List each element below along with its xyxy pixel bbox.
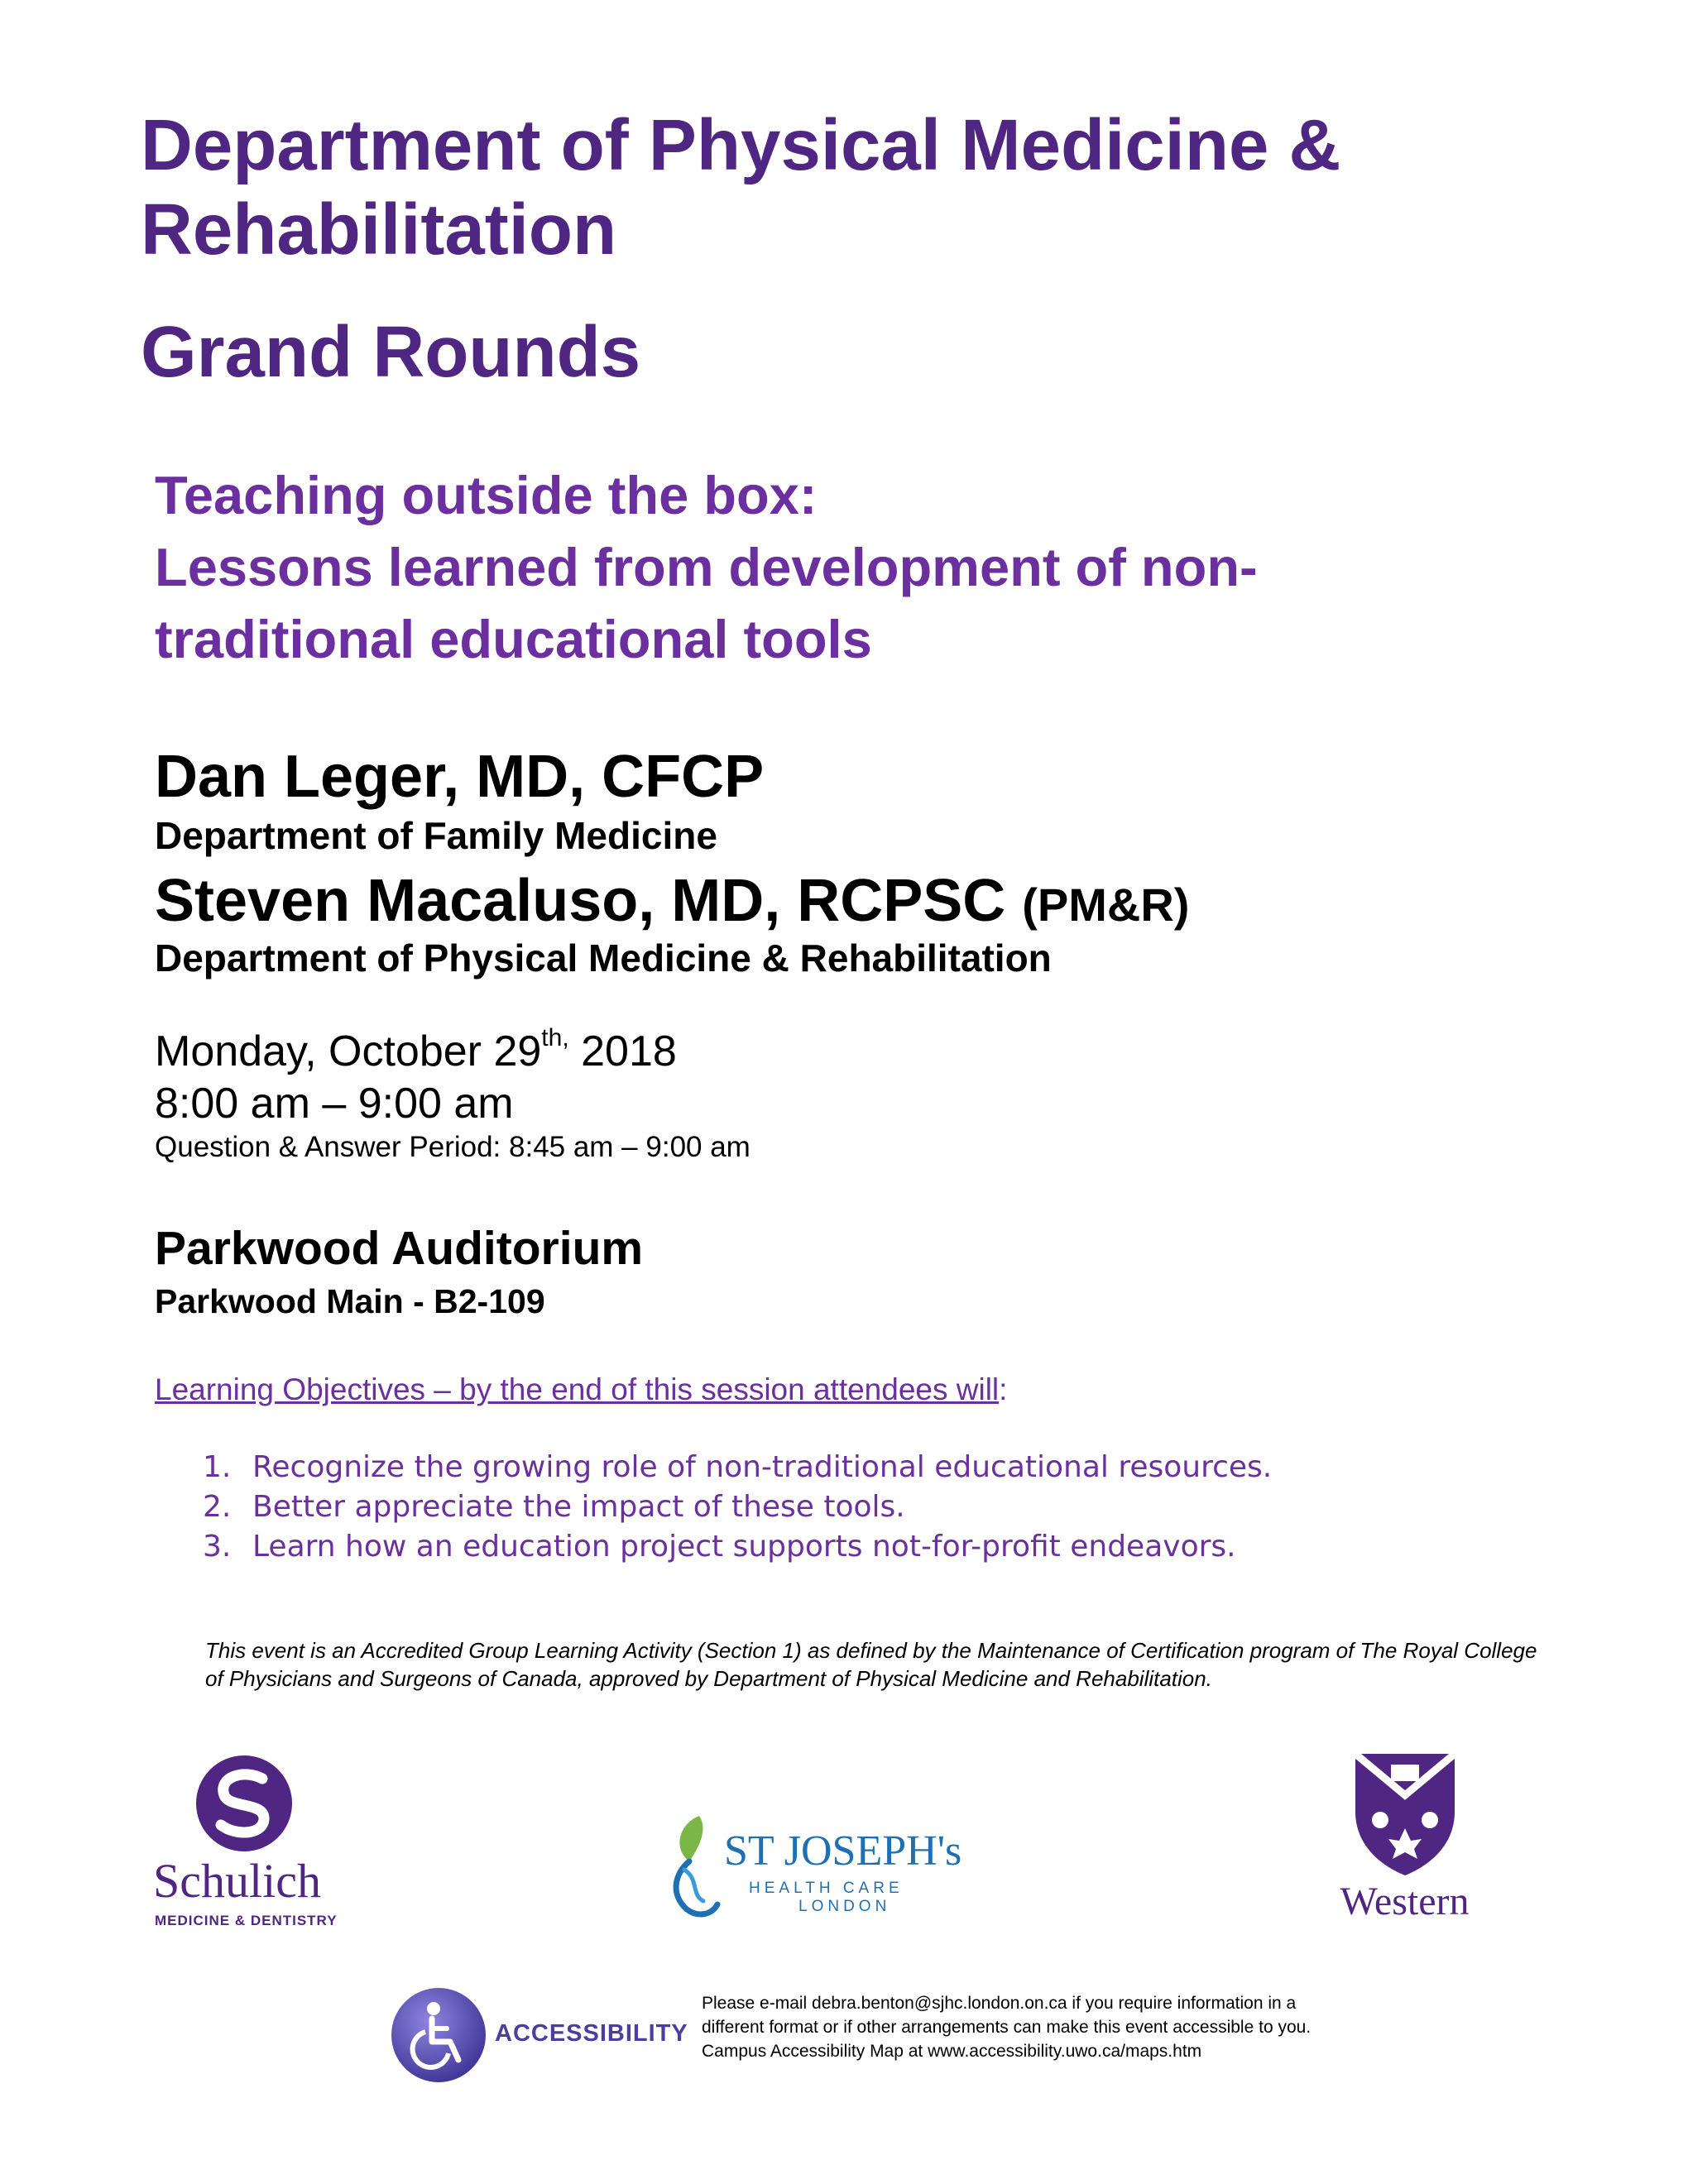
date-prefix: Monday, October 29 [155, 1027, 542, 1075]
contact-line-1: Please e-mail debra.benton@sjhc.london.on.ca if you require information in a [702, 1994, 1297, 2013]
objective-item [203, 1487, 1272, 1527]
objective-number: 2. [203, 1490, 232, 1524]
speaker-2-department: Department of Physical Medicine & Rehabilitation [155, 936, 1052, 979]
date-year: 2018 [568, 1027, 677, 1075]
talk-title [155, 459, 1644, 675]
contact-info [702, 1991, 1529, 2063]
objective-item [203, 1527, 1272, 1567]
schulich-s-icon [194, 1754, 294, 1853]
contact-line-3: Campus Accessibility Map at www.accessibility.uwo.ca/maps.htm [702, 2042, 1202, 2061]
sjhc-wordmark: ST JOSEPH's [724, 1827, 962, 1875]
contact-line-2: different format or if other arrangements can make this event accessible to you. [702, 2018, 1312, 2037]
sjhc-leaf-icon [666, 1812, 728, 1928]
talk-title-line-3: traditional educational tools [155, 609, 872, 669]
sjhc-subtitle-1: HEALTH CARE [749, 1880, 904, 1897]
schulich-subtitle: MEDICINE & DENTISTRY [155, 1913, 338, 1928]
objective-number: 3. [203, 1530, 232, 1564]
learning-objectives-heading-text: Learning Objectives – by the end of this session attendees will [155, 1372, 1000, 1406]
speaker-2-name-text: Steven Macaluso, MD, RCPSC [155, 868, 1006, 934]
objectives-list [203, 1448, 1272, 1567]
venue-room: Parkwood Main - B2-109 [155, 1282, 545, 1320]
event-date [155, 1026, 677, 1077]
sjhc-subtitle-2: LONDON [798, 1898, 891, 1915]
qa-period: Question & Answer Period: 8:45 am – 9:00 am [155, 1131, 750, 1163]
objective-text: Recognize the growing role of non-traditional educational resources. [252, 1450, 1273, 1484]
accessibility-wordmark: ACCESSIBILITY [495, 2020, 688, 2047]
wheelchair-icon [389, 1985, 488, 2085]
grand-rounds-heading: Grand Rounds [141, 312, 641, 392]
objective-text: Better appreciate the impact of these tools. [252, 1490, 905, 1524]
accessibility-logo [389, 1985, 688, 2085]
objective-number: 1. [203, 1450, 232, 1484]
learning-objectives-colon: : [999, 1372, 1008, 1406]
schulich-wordmark: Schulich [153, 1854, 321, 1908]
objective-item [203, 1448, 1272, 1487]
objective-text: Learn how an education project supports not-for-profit endeavors. [252, 1530, 1236, 1564]
talk-title-line-2: Lessons learned from development of non- [155, 537, 1258, 597]
date-superscript: th, [541, 1024, 569, 1051]
speaker-1-department: Department of Family Medicine [155, 814, 717, 857]
talk-title-line-1: Teaching outside the box: [155, 465, 818, 525]
event-time: 8:00 am – 9:00 am [155, 1080, 514, 1128]
western-wordmark: Western [1340, 1880, 1470, 1923]
schulich-logo [153, 1754, 352, 1928]
speaker-1-name: Dan Leger, MD, CFCP [155, 744, 765, 810]
western-logo [1328, 1750, 1481, 1928]
western-crest-icon [1351, 1750, 1459, 1878]
accreditation-statement: This event is an Accredited Group Learning Activity (Section 1) as defined by the Maintenance of Certification program of The Royal College of Physicians and Surgeons of Canada, approved by Department of Physical Medicine and Rehabilitation. [205, 1638, 1537, 1691]
venue-name: Parkwood Auditorium [155, 1222, 644, 1275]
speaker-2-credential-note: (PM&R) [1022, 879, 1190, 931]
department-title: Department of Physical Medicine & Rehabilitation [141, 105, 1341, 270]
learning-objectives-heading [155, 1371, 1007, 1409]
speaker-2-name [155, 866, 1189, 940]
sjhc-logo [666, 1812, 962, 1928]
